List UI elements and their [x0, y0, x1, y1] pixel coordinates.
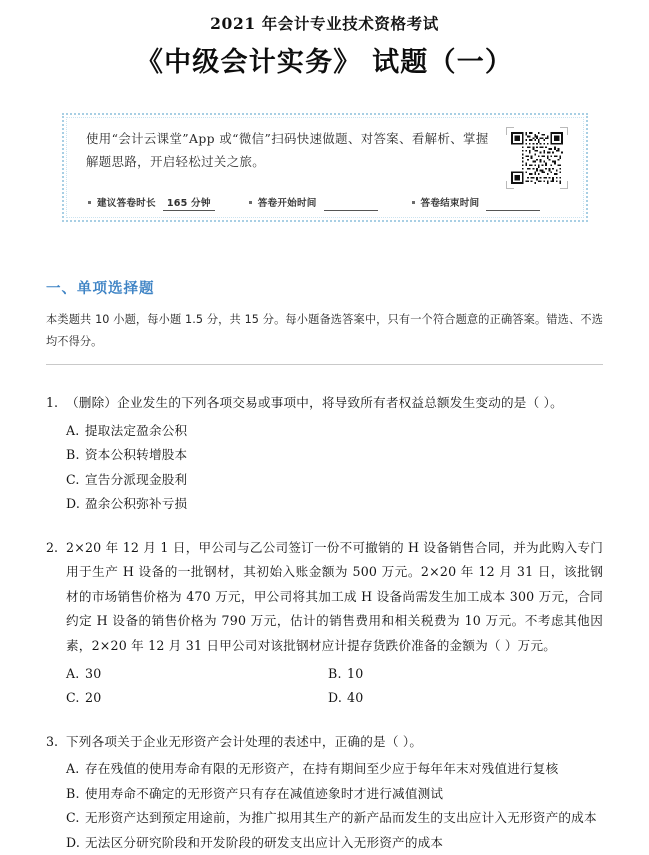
option-item[interactable]	[66, 686, 328, 711]
option-key: C.	[66, 810, 80, 826]
option-key: A.	[66, 665, 80, 681]
page-header	[0, 0, 649, 82]
meta-item-start-time	[249, 195, 378, 211]
question-number: 1.	[46, 395, 59, 411]
option-item[interactable]	[66, 831, 603, 855]
option-text: 10	[347, 665, 364, 681]
question-options	[46, 757, 603, 855]
option-key: D.	[66, 834, 81, 850]
question-item	[46, 391, 603, 517]
meta-value-end-time[interactable]	[486, 198, 540, 211]
option-text: 20	[85, 690, 102, 706]
option-text: 无形资产达到预定用途前，为推广拟用其生产的新产品而发生的支出应计入无形资产的成本	[85, 810, 597, 826]
exam-subtitle: 2021 年会计专业技术资格考试	[210, 14, 439, 33]
question-options	[46, 419, 603, 517]
exam-content	[46, 277, 603, 855]
question-text: 2×20 年 12 月 1 日，甲公司与乙公司签订一份不可撤销的 H 设备销售合同，并为此购入专门用于生产 H 设备的一批钢材，其初始入账金额为 500 万元。2×20 年 12 月 31 日，该批钢材的市场销售价格为 470 万元，甲公司将其加工成 H 设备尚需发生加工成本 300 万元，合同约定 H 设备的销售价格为 790 万元，估计的销售费用和相关税费为 10 万元。不考虑其他因素，2×20 年 12 月 31 日甲公司对该批钢材应计提存货跌价准备的金额为（ ）万元。	[66, 539, 603, 653]
option-text: 存在残值的使用寿命有限的无形资产，在持有期间至少应于每年年末对残值进行复核	[85, 761, 559, 777]
qr-corner-top-left-icon	[506, 127, 514, 135]
option-text: 提取法定盈余公积	[85, 422, 188, 438]
option-text: 宣告分派现金股利	[85, 471, 188, 487]
qr-code-container	[506, 128, 568, 186]
section-divider	[46, 364, 603, 365]
option-item[interactable]	[328, 686, 603, 711]
qr-code-frame	[509, 130, 565, 186]
section-heading-single-choice: 一、单项选择题	[46, 281, 155, 298]
option-text: 无法区分研究阶段和开发阶段的研发支出应计入无形资产的成本	[85, 834, 444, 850]
notice-box-wrapper	[62, 113, 588, 222]
bullet-square-icon	[249, 201, 252, 204]
option-item[interactable]	[66, 419, 603, 444]
answer-time-meta-row	[86, 195, 568, 211]
option-item[interactable]	[66, 757, 603, 782]
option-key: C.	[66, 471, 80, 487]
qr-corner-top-right-icon	[560, 127, 568, 135]
meta-item-duration	[88, 195, 215, 211]
notice-line-2: 解题思路，开启轻松过关之旅。	[86, 154, 266, 170]
meta-label-end-time: 答卷结束时间	[420, 198, 480, 210]
option-key: D.	[328, 690, 343, 706]
option-key: D.	[66, 496, 81, 512]
option-item[interactable]	[66, 443, 603, 468]
question-number: 2.	[46, 539, 59, 555]
option-key: B.	[66, 785, 80, 801]
option-text: 盈余公积弥补亏损	[85, 496, 188, 512]
bullet-square-icon	[88, 201, 91, 204]
page-title: 《中级会计实务》 试题（一）	[135, 47, 514, 79]
option-key: A.	[66, 422, 80, 438]
option-text: 40	[347, 690, 364, 706]
meta-label-start-time: 答卷开始时间	[257, 198, 317, 210]
option-key: B.	[66, 447, 80, 463]
meta-item-end-time	[412, 195, 541, 211]
option-key: A.	[66, 761, 80, 777]
app-promo-notice-box	[62, 113, 588, 222]
meta-value-duration: 165 分钟	[163, 195, 215, 211]
notice-line-1: 使用“会计云课堂”App 或“微信”扫码快速做题、对答案、看解析、掌握	[86, 131, 489, 147]
option-text: 30	[85, 665, 102, 681]
question-number: 3.	[46, 733, 59, 749]
option-key: B.	[328, 665, 342, 681]
notice-text	[86, 128, 506, 174]
question-options	[46, 662, 603, 711]
question-text: 下列各项关于企业无形资产会计处理的表述中，正确的是（ ）。	[66, 733, 423, 749]
option-item[interactable]	[328, 662, 603, 687]
question-list	[46, 391, 603, 855]
qr-corner-bottom-left-icon	[506, 181, 514, 189]
option-item[interactable]	[66, 806, 603, 831]
meta-value-start-time[interactable]	[324, 198, 378, 211]
bullet-square-icon	[412, 201, 415, 204]
option-item[interactable]	[66, 662, 328, 687]
qr-code-icon[interactable]	[511, 132, 563, 184]
question-item	[46, 536, 603, 711]
section-description: 本类题共 10 小题，每小题 1.5 分，共 15 分。每小题备选答案中，只有一个符合题意的正确答案。错选、不选均不得分。	[46, 313, 603, 349]
option-item[interactable]	[66, 492, 603, 517]
qr-corner-bottom-right-icon	[560, 181, 568, 189]
question-item	[46, 730, 603, 855]
option-text: 使用寿命不确定的无形资产只有存在减值迹象时才进行减值测试	[85, 785, 444, 801]
option-item[interactable]	[66, 468, 603, 493]
question-text: （删除）企业发生的下列各项交易或事项中，将导致所有者权益总额发生变动的是（ ）。	[66, 395, 563, 411]
meta-label-duration: 建议答卷时长	[97, 198, 156, 210]
option-text: 资本公积转增股本	[85, 447, 188, 463]
option-key: C.	[66, 690, 80, 706]
